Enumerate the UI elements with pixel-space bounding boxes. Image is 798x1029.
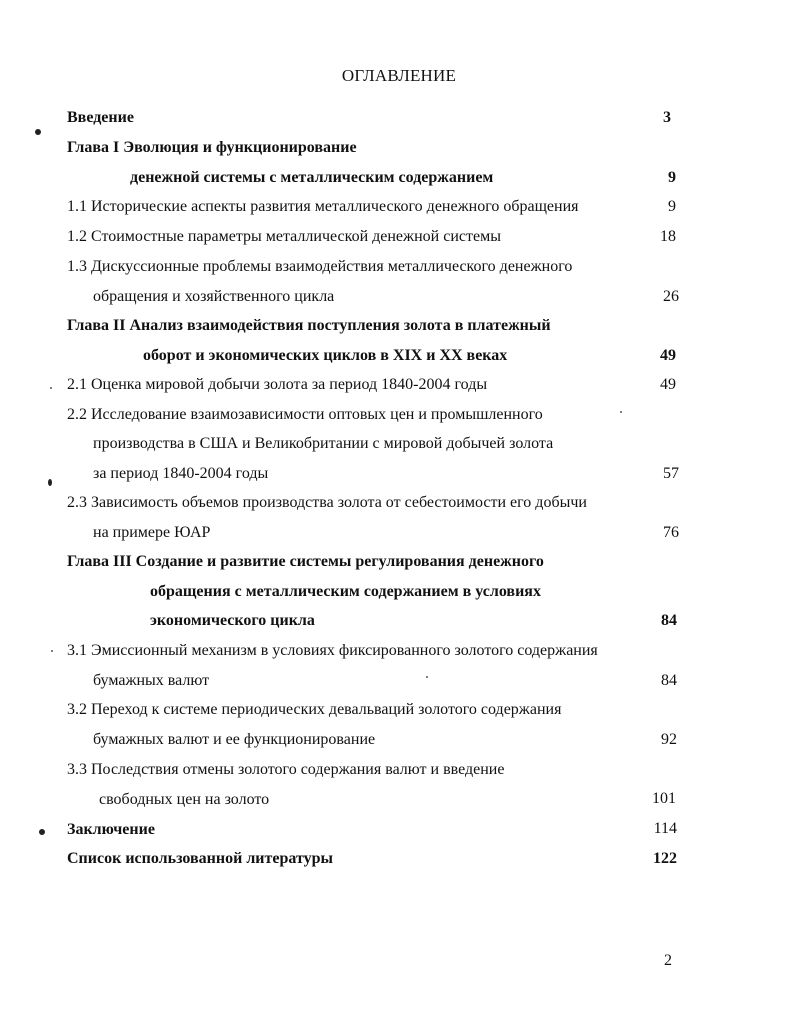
toc-conclusion: Заключение: [67, 821, 155, 838]
toc-chapter-3-line-3: экономического цикла: [150, 612, 315, 629]
scan-speck: [50, 387, 52, 389]
toc-chapter-1-line-2: денежной системы с металлическим содержанием: [130, 169, 494, 186]
toc-section-2-2-page: 57: [663, 465, 679, 482]
toc-section-3-2-page: 92: [661, 731, 677, 748]
scan-speck: [39, 829, 45, 835]
toc-chapter-3-line-2: обращения с металлическим содержанием в условиях: [150, 583, 541, 600]
toc-references-page: 122: [653, 850, 677, 867]
toc-section-2-1: 2.1 Оценка мировой добычи золота за период 1840-2004 годы: [67, 376, 488, 393]
toc-chapter-2-line-1: Глава II Анализ взаимодействия поступления золота в платежный: [67, 317, 551, 334]
toc-section-2-3-line-2: на примере ЮАР: [93, 524, 211, 541]
toc-chapter-2-page: 49: [660, 347, 676, 364]
scan-speck: [51, 650, 53, 652]
toc-references: Список использованной литературы: [67, 850, 333, 867]
toc-chapter-1-line-1: Глава I Эволюция и функционирование: [67, 139, 357, 156]
toc-section-3-2-line-2: бумажных валют и ее функционирование: [93, 731, 376, 748]
toc-chapter-3-page: 84: [661, 612, 677, 629]
scan-speck: [35, 129, 41, 135]
toc-section-1-3-line-1: 1.3 Дискуссионные проблемы взаимодействия металлического денежного: [67, 258, 573, 275]
toc-conclusion-page: 114: [653, 820, 677, 837]
toc-section-3-1-line-1: 3.1 Эмиссионный механизм в условиях фиксированного золотого содержания: [67, 642, 598, 659]
page-title: ОГЛАВЛЕНИЕ: [341, 66, 457, 85]
toc-intro: Введение: [67, 109, 134, 126]
toc-intro-page: 3: [663, 109, 671, 126]
page-number: 2: [664, 952, 672, 969]
toc-section-1-3-page: 26: [663, 288, 679, 305]
toc-section-2-2-line-3: за период 1840-2004 годы: [93, 465, 269, 482]
toc-section-1-3-line-2: обращения и хозяйственного цикла: [93, 288, 335, 305]
toc-section-2-3-line-1: 2.3 Зависимость объемов производства золота от себестоимости его добычи: [67, 494, 587, 511]
toc-section-3-3-line-1: 3.3 Последствия отмены золотого содержания валют и введение: [67, 761, 505, 778]
toc-chapter-3-line-1: Глава III Создание и развитие системы регулирования денежного: [67, 553, 544, 570]
toc-section-1-2: 1.2 Стоимостные параметры металлической денежной системы: [67, 228, 501, 245]
scan-speck: [48, 479, 52, 486]
toc-section-3-2-line-1: 3.2 Переход к системе периодических девальваций золотого содержания: [67, 701, 562, 718]
toc-section-3-3-page: 101: [652, 790, 676, 807]
toc-section-2-3-page: 76: [663, 524, 679, 541]
toc-chapter-1-page: 9: [668, 169, 676, 186]
toc-section-3-3-line-2: свободных цен на золото: [99, 791, 270, 808]
toc-chapter-2-line-2: оборот и экономических циклов в XIX и XX веках: [143, 347, 508, 364]
toc-section-1-2-page: 18: [660, 228, 676, 245]
scan-speck: [620, 411, 622, 413]
toc-section-2-2-line-1: 2.2 Исследование взаимозависимости оптовых цен и промышленного: [67, 406, 543, 423]
toc-section-2-1-page: 49: [660, 376, 676, 393]
toc-section-2-2-line-2: производства в США и Великобритании с мировой добычей золота: [93, 435, 554, 452]
toc-section-1-1: 1.1 Исторические аспекты развития металлического денежного обращения: [67, 198, 579, 215]
toc-section-3-1-page: 84: [661, 672, 677, 689]
scan-speck: [426, 676, 428, 678]
toc-section-3-1-line-2: бумажных валют: [93, 672, 210, 689]
toc-section-1-1-page: 9: [668, 198, 676, 215]
